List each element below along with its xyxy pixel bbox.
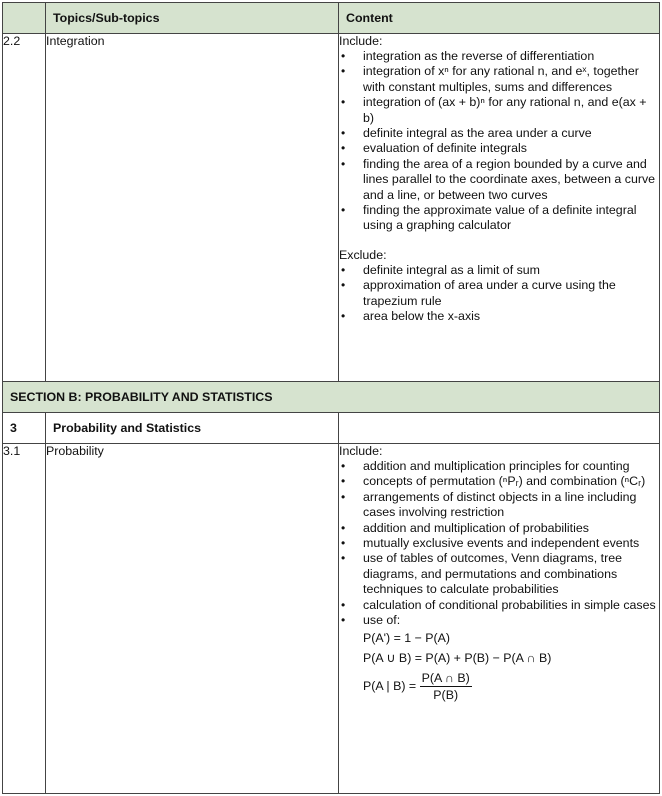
- list-item: • integration as the reverse of differentiation: [339, 49, 659, 64]
- list-item: • finding the approximate value of a definite integral using a graphing calculator: [339, 203, 659, 234]
- list-item: • concepts of permutation (ⁿPᵣ) and combination (ⁿCᵣ): [339, 474, 659, 489]
- list-item: • use of tables of outcomes, Venn diagrams, tree diagrams, and permutations and combinations techniques to calculate probabilities: [339, 551, 659, 597]
- list-item: • addition and multiplication of probabilities: [339, 521, 659, 536]
- list-item: • use of:: [339, 613, 659, 628]
- row-topic: Integration: [46, 34, 339, 382]
- row-number: 2.2: [3, 34, 46, 382]
- list-item: • calculation of conditional probabilities in simple cases: [339, 598, 659, 613]
- topic-number: 3: [3, 413, 46, 444]
- syllabus-table: [2, 2, 660, 794]
- row-content: [339, 444, 660, 794]
- header-row: [3, 3, 660, 34]
- include-list: [339, 459, 659, 628]
- include-label: Include:: [339, 34, 383, 48]
- formula-conditional-lhs: P(A | B) =: [363, 679, 417, 694]
- formula-union: P(A ∪ B) = P(A) + P(B) − P(A ∩ B): [363, 651, 552, 666]
- section-row: [3, 382, 660, 413]
- formula-complement: P(A') = 1 − P(A): [363, 631, 451, 646]
- row-content: [339, 34, 660, 382]
- list-item: • definite integral as the area under a curve: [339, 126, 659, 141]
- list-item: • approximation of area under a curve using the trapezium rule: [339, 278, 659, 309]
- fraction-numerator: P(A ∩ B): [421, 671, 470, 686]
- exclude-label: Exclude:: [339, 247, 387, 262]
- exclude-list: [339, 263, 659, 325]
- topic-row: [3, 413, 660, 444]
- table-row: [3, 34, 660, 382]
- list-item: • integration of xⁿ for any rational n, and eˣ, together with constant multiples, sums and differences: [339, 64, 659, 95]
- fraction: [420, 670, 472, 703]
- list-item: • arrangements of distinct objects in a line including cases involving restriction: [339, 490, 659, 521]
- formula-conditional: [339, 670, 659, 703]
- list-item: • integration of (ax + b)ⁿ for any rational n, and e(ax + b): [339, 95, 659, 126]
- list-item: • addition and multiplication principles for counting: [339, 459, 659, 474]
- list-item: • mutually exclusive events and independent events: [339, 536, 659, 551]
- table-row: [3, 444, 660, 794]
- list-item: • evaluation of definite integrals: [339, 141, 659, 156]
- row-number: 3.1: [3, 444, 46, 794]
- list-item: • definite integral as a limit of sum: [339, 263, 659, 278]
- include-list: [339, 49, 659, 234]
- list-item: • finding the area of a region bounded by a curve and lines parallel to the coordinate axes, between a curve and a line, or between two curves: [339, 157, 659, 203]
- topic-name: Probability and Statistics: [46, 413, 339, 444]
- section-title: SECTION B: PROBABILITY AND STATISTICS: [3, 382, 660, 413]
- header-topics: Topics/Sub-topics: [46, 3, 339, 34]
- header-content: Content: [339, 3, 660, 34]
- row-topic: Probability: [46, 444, 339, 794]
- include-label: Include:: [339, 444, 383, 458]
- topic-content-cell: [339, 413, 660, 444]
- header-num-cell: [3, 3, 46, 34]
- fraction-denominator: P(B): [433, 688, 459, 703]
- list-item: • area below the x-axis: [339, 309, 659, 324]
